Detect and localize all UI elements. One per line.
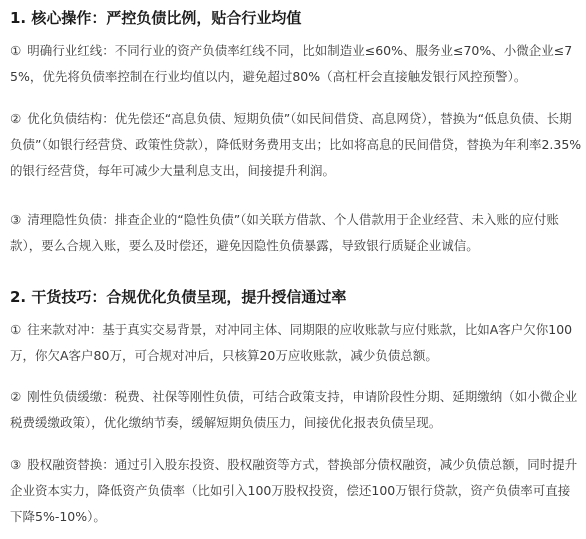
section-1-item-3 bbox=[10, 207, 582, 259]
section-2-item-2 bbox=[10, 384, 582, 436]
item-number: ① bbox=[10, 322, 22, 337]
section-2-item-3 bbox=[10, 452, 582, 530]
section-2-item-1 bbox=[10, 317, 582, 369]
item-number: ② bbox=[10, 389, 22, 404]
item-number: ① bbox=[10, 43, 22, 58]
item-number: ③ bbox=[10, 212, 22, 227]
section-2-heading: 2. 干货技巧：合规优化负债呈现，提升授信通过率 bbox=[10, 288, 347, 306]
section-1-heading: 1. 核心操作：严控负债比例，贴合行业均值 bbox=[10, 9, 302, 27]
item-number: ② bbox=[10, 111, 22, 126]
item-text: 股权融资替换：通过引入股东投资、股权融资等方式，替换部分债权融资，减少负债总额，同时提升企业资本实力，降低资产负债率（比如引入100万股权投资，偿还100万银行贷款，资产负债率可直接下降5%-10%）。 bbox=[10, 457, 578, 524]
section-1-item-1 bbox=[10, 38, 582, 90]
item-text: 优化负债结构：优先偿还“高息负债、短期负债”（如民间借贷、高息网贷），替换为“低息负债、长期负债”（如银行经营贷、政策性贷款），降低财务费用支出；比如将高息的民间借贷，替换为年利率2.35%的银行经营贷，每年可减少大量利息支出，间接提升利润。 bbox=[10, 111, 582, 178]
section-1-item-2 bbox=[10, 106, 582, 184]
item-number: ③ bbox=[10, 457, 22, 472]
item-text: 明确行业红线：不同行业的资产负债率红线不同，比如制造业≤60%、服务业≤70%、小微企业≤75%，优先将负债率控制在行业均值以内，避免超过80%（高杠杆会直接触发银行风控预警）。 bbox=[10, 43, 573, 84]
item-text: 往来款对冲：基于真实交易背景，对冲同主体、同期限的应收账款与应付账款，比如A客户欠你100万，你欠A客户80万，可合规对冲后，只核算20万应收账款，减少负债总额。 bbox=[10, 322, 573, 363]
item-text: 刚性负债缓缴：税费、社保等刚性负债，可结合政策支持，申请阶段性分期、延期缴纳（如小微企业税费缓缴政策），优化缴纳节奏，缓解短期负债压力，间接优化报表负债呈现。 bbox=[10, 389, 578, 430]
item-text: 清理隐性负债：排查企业的“隐性负债”（如关联方借款、个人借款用于企业经营、未入账的应付账款），要么合规入账，要么及时偿还，避免因隐性负债暴露，导致银行质疑企业诚信。 bbox=[10, 212, 559, 253]
